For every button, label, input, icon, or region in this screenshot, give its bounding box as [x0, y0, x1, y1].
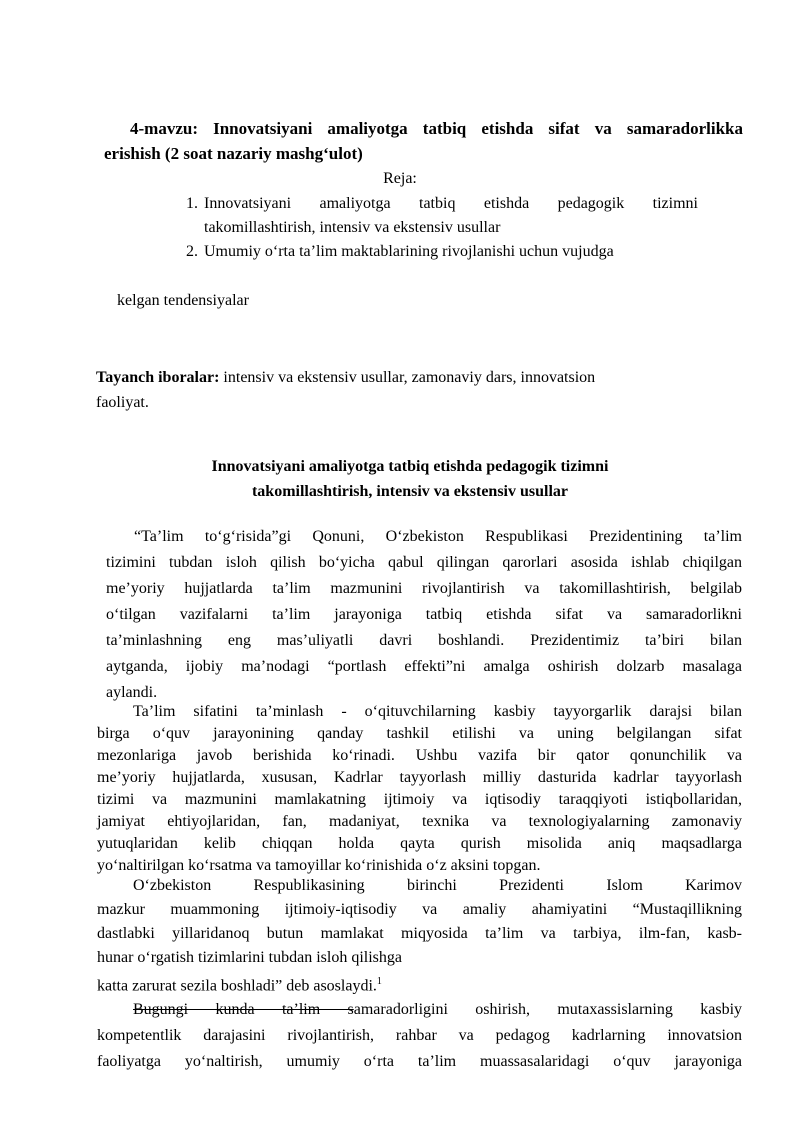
- paragraph-1-line: o‘tilgan vazifalarni ta’lim jarayoniga tatbiq etishda sifat va samaradorlikni: [106, 606, 742, 623]
- paragraph-4-line: kompetentlik darajasini rivojlantirish, rahbar va pedagog kadrlarning innovatsion: [97, 1027, 742, 1044]
- plan-title: Reja:: [383, 170, 417, 187]
- paragraph-2-line: Ta’lim sifatini ta’minlash - o‘qituvchilarning kasbiy tayyorgarlik darajsi bilan: [133, 703, 742, 720]
- section-heading-line1: Innovatsiyani amaliyotga tatbiq etishda pedagogik tizimni: [211, 458, 609, 475]
- plan-item-2-text: Umumiy o‘rta ta’lim maktablarining rivojlanishi uchun vujudga: [204, 243, 614, 260]
- paragraph-3: [97, 874, 742, 998]
- paragraph-2-line: tizimi va mazmunini mamlakatning ijtimoiy va iqtisodiy taraqqiyoti istiqbollaridan,: [97, 791, 742, 808]
- paragraph-3-line: hunar o‘rgatish tizimlarini tubdan isloh qilishga: [97, 949, 402, 966]
- lesson-title-line1: 4-mavzu: Innovatsiyani amaliyotga tatbiq etishda sifat va samaradorlikka: [130, 119, 743, 138]
- paragraph-4-line1-rest: amaradorligini oshirish, mutaxassislarning kasbiy: [353, 1001, 743, 1018]
- keywords-text: intensiv va ekstensiv usullar, zamonaviy dars, innovatsion: [219, 369, 596, 386]
- paragraph-1: [106, 524, 742, 706]
- paragraph-3-line: O‘zbekiston Respublikasining birinchi Prezidenti Islom Karimov: [133, 877, 742, 894]
- keywords-line2: faoliyat.: [96, 394, 149, 411]
- keywords-label: Tayanch iboralar:: [96, 369, 220, 386]
- section-heading-line2: takomillashtirish, intensiv va ekstensiv usullar: [251, 483, 569, 500]
- paragraph-1-line: ta’minlashning eng mas’uliyatli davri boshlandi. Prezidentimiz ta’biri bilan: [106, 632, 742, 649]
- paragraph-1-line: tizimini tubdan isloh qilish bo‘yicha qabul qilingan qarorlari asosida ishlab chiqilgan: [106, 554, 742, 571]
- paragraph-2-line: jamiyat ehtiyojlaridan, fan, madaniyat, texnika va texnologiyalarning zamonaviy: [97, 813, 742, 830]
- paragraph-2-line: mezonlariga javob berishida ko‘rinadi. Ushbu vazifa bir qator qonunchilik va: [97, 747, 742, 764]
- keywords-line1: [96, 369, 595, 387]
- plan-item-2-line1: [186, 243, 614, 261]
- paragraph-1-line: aylandi.: [106, 684, 158, 701]
- paragraph-1-line: aytganda, ijobiy ma’nodagi “portlash effekti”ni amalga oshirish dolzarb masalaga: [106, 658, 742, 675]
- plan-item-2-number: 2.: [186, 243, 198, 260]
- paragraph-3-line: katta zarurat sezila boshladi” deb asoslaydi.: [97, 977, 377, 995]
- paragraph-2-line: me’yoriy hujjatlarda, xususan, Kadrlar tayyorlash milliy dasturida kadrlar tayyorlash: [97, 769, 742, 786]
- plan-item-1-number: 1.: [186, 195, 198, 212]
- footnote-marker: 1: [376, 976, 382, 987]
- paragraph-2-line: yo‘naltirilgan ko‘rsatma va tamoyillar ko‘rinishida o‘z aksini topgan.: [97, 857, 541, 874]
- plan-item-2-line2: kelgan tendensiyalar: [117, 292, 249, 309]
- plan-item-1-text: Innovatsiyani amaliyotga tatbiq etishda pedagogik tizimni: [204, 195, 698, 212]
- paragraph-1-line: me’yoriy hujjatlarda ta’lim mazmunini rivojlantirish va takomillashtirish, belgilab: [106, 580, 742, 597]
- paragraph-4-line: [97, 997, 742, 1023]
- paragraph-3-last-line: [97, 970, 742, 998]
- plan-item-1-line2: takomillashtirish, intensiv va ekstensiv usullar: [204, 219, 501, 236]
- paragraph-3-line: dastlabki yillaridanoq butun mamlakat miqyosida ta’lim va tarbiya, ilm-fan, kasb-: [97, 925, 742, 942]
- paragraph-1-line: “Ta’lim to‘g‘risida”gi Qonuni, O‘zbekiston Respublikasi Prezidentining ta’lim: [134, 528, 742, 545]
- paragraph-4-line: faoliyatga yo‘naltirish, umumiy o‘rta ta’lim muassasalaridagi o‘quv jarayoniga: [97, 1053, 742, 1070]
- lesson-title-line2: erishish (2 soat nazariy mashg‘ulot): [104, 144, 363, 163]
- plan-item-1-line1: [186, 195, 698, 213]
- paragraph-2: [97, 701, 742, 877]
- struck-through-text: Bugungi kunda ta’lim s: [133, 1001, 354, 1018]
- paragraph-3-line: mazkur muammoning ijtimoiy-iqtisodiy va amaliy ahamiyatini “Mustaqillikning: [97, 901, 742, 918]
- paragraph-2-line: birga o‘quv jarayonining qanday tashkil etilishi va uning belgilangan sifat: [97, 725, 742, 742]
- paragraph-4: [97, 997, 742, 1075]
- paragraph-2-line: yutuqlaridan kelib chiqqan holda qayta qurish misolida aniq maqsadlarga: [97, 835, 742, 852]
